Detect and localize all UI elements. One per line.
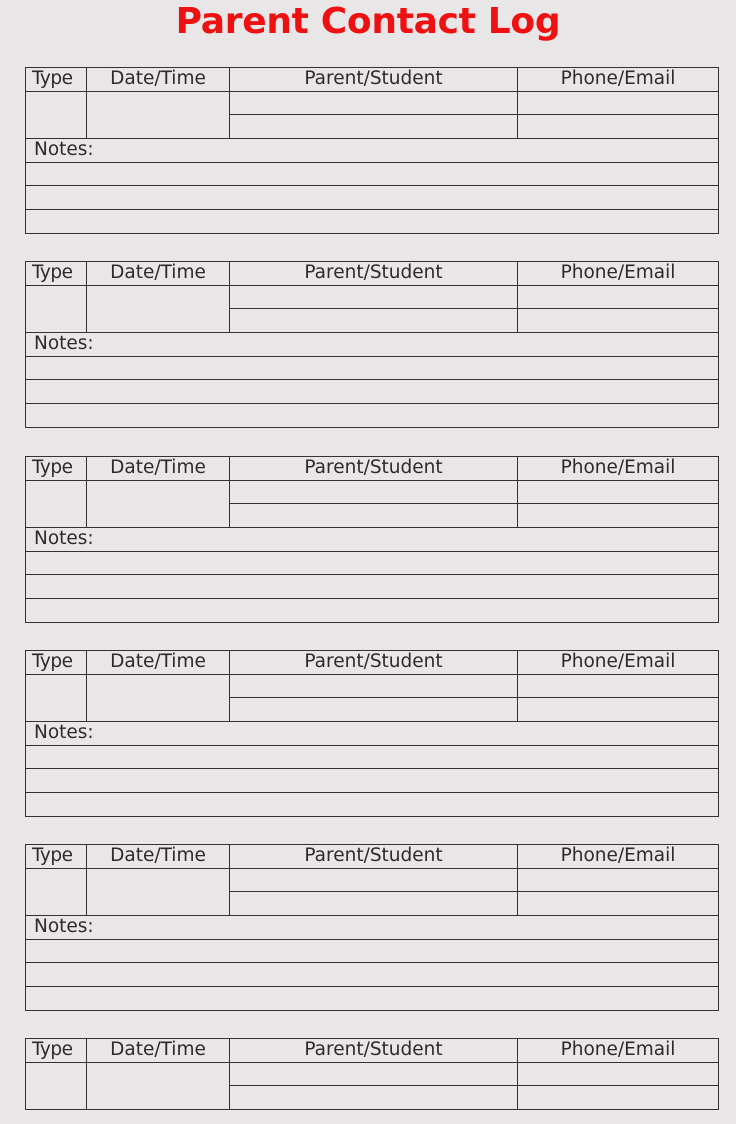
notes-label-row bbox=[26, 916, 719, 940]
type-field[interactable] bbox=[26, 868, 87, 915]
notes-line-row bbox=[26, 186, 719, 210]
notes-line[interactable] bbox=[26, 551, 719, 575]
type-field[interactable] bbox=[26, 91, 87, 138]
notes-line-row bbox=[26, 745, 719, 769]
parent-field[interactable] bbox=[230, 91, 518, 115]
notes-line-row bbox=[26, 793, 719, 817]
contact-entry bbox=[25, 1038, 718, 1110]
notes-label-row bbox=[26, 333, 719, 357]
parent-field[interactable] bbox=[230, 674, 518, 698]
notes-line[interactable] bbox=[26, 356, 719, 380]
notes-line[interactable] bbox=[26, 987, 719, 1011]
entry-row bbox=[26, 480, 719, 504]
phone-email-header: Phone/Email bbox=[518, 457, 719, 481]
entry-row bbox=[26, 868, 719, 892]
type-header: Type bbox=[26, 651, 87, 675]
notes-line-row bbox=[26, 769, 719, 793]
notes-line-row bbox=[26, 987, 719, 1011]
notes-label-row bbox=[26, 722, 719, 746]
parent-student-header: Parent/Student bbox=[230, 457, 518, 481]
email-field[interactable] bbox=[518, 892, 719, 916]
parent-field[interactable] bbox=[230, 1062, 518, 1086]
datetime-header: Date/Time bbox=[87, 68, 230, 92]
datetime-field[interactable] bbox=[87, 285, 230, 332]
datetime-field[interactable] bbox=[87, 91, 230, 138]
notes-line-row bbox=[26, 939, 719, 963]
entry-row bbox=[26, 674, 719, 698]
notes-line[interactable] bbox=[26, 745, 719, 769]
notes-label: Notes: bbox=[26, 528, 719, 552]
student-field[interactable] bbox=[230, 698, 518, 722]
phone-field[interactable] bbox=[518, 285, 719, 309]
phone-field[interactable] bbox=[518, 480, 719, 504]
header-row bbox=[26, 68, 719, 92]
contact-entry bbox=[25, 261, 718, 428]
phone-email-header: Phone/Email bbox=[518, 1039, 719, 1063]
type-header: Type bbox=[26, 1039, 87, 1063]
student-field[interactable] bbox=[230, 892, 518, 916]
phone-email-header: Phone/Email bbox=[518, 68, 719, 92]
parent-student-header: Parent/Student bbox=[230, 1039, 518, 1063]
datetime-field[interactable] bbox=[87, 1062, 230, 1109]
notes-line[interactable] bbox=[26, 575, 719, 599]
notes-line-row bbox=[26, 356, 719, 380]
contact-entry-table bbox=[25, 261, 719, 428]
student-field[interactable] bbox=[230, 115, 518, 139]
datetime-header: Date/Time bbox=[87, 845, 230, 869]
notes-line[interactable] bbox=[26, 210, 719, 234]
notes-line[interactable] bbox=[26, 769, 719, 793]
phone-email-header: Phone/Email bbox=[518, 262, 719, 286]
datetime-header: Date/Time bbox=[87, 262, 230, 286]
contact-entry bbox=[25, 844, 718, 1011]
datetime-field[interactable] bbox=[87, 674, 230, 721]
parent-student-header: Parent/Student bbox=[230, 262, 518, 286]
type-field[interactable] bbox=[26, 674, 87, 721]
contact-entry bbox=[25, 650, 718, 817]
type-header: Type bbox=[26, 845, 87, 869]
page-title: Parent Contact Log bbox=[175, 1, 561, 42]
student-field[interactable] bbox=[230, 309, 518, 333]
datetime-header: Date/Time bbox=[87, 651, 230, 675]
notes-label-row bbox=[26, 139, 719, 163]
contact-entry-table bbox=[25, 456, 719, 623]
parent-student-header: Parent/Student bbox=[230, 651, 518, 675]
contact-entry-table bbox=[25, 1038, 719, 1110]
notes-line-row bbox=[26, 963, 719, 987]
notes-line-row bbox=[26, 404, 719, 428]
notes-label: Notes: bbox=[26, 139, 719, 163]
notes-line-row bbox=[26, 599, 719, 623]
email-field[interactable] bbox=[518, 504, 719, 528]
type-field[interactable] bbox=[26, 480, 87, 527]
notes-label: Notes: bbox=[26, 333, 719, 357]
parent-field[interactable] bbox=[230, 868, 518, 892]
email-field[interactable] bbox=[518, 309, 719, 333]
datetime-header: Date/Time bbox=[87, 457, 230, 481]
notes-label: Notes: bbox=[26, 916, 719, 940]
contact-entry-table bbox=[25, 650, 719, 817]
student-field[interactable] bbox=[230, 1086, 518, 1110]
phone-field[interactable] bbox=[518, 91, 719, 115]
type-field[interactable] bbox=[26, 1062, 87, 1109]
notes-line[interactable] bbox=[26, 404, 719, 428]
notes-line-row bbox=[26, 575, 719, 599]
entry-row bbox=[26, 285, 719, 309]
student-field[interactable] bbox=[230, 504, 518, 528]
email-field[interactable] bbox=[518, 1086, 719, 1110]
datetime-field[interactable] bbox=[87, 480, 230, 527]
notes-line[interactable] bbox=[26, 380, 719, 404]
notes-line-row bbox=[26, 380, 719, 404]
parent-student-header: Parent/Student bbox=[230, 845, 518, 869]
parent-field[interactable] bbox=[230, 480, 518, 504]
phone-field[interactable] bbox=[518, 1062, 719, 1086]
notes-line[interactable] bbox=[26, 162, 719, 186]
contact-entry-table bbox=[25, 67, 719, 234]
parent-field[interactable] bbox=[230, 285, 518, 309]
type-header: Type bbox=[26, 262, 87, 286]
notes-line[interactable] bbox=[26, 793, 719, 817]
header-row bbox=[26, 457, 719, 481]
notes-line[interactable] bbox=[26, 186, 719, 210]
contact-entry bbox=[25, 456, 718, 623]
entry-row bbox=[26, 91, 719, 115]
notes-line-row bbox=[26, 551, 719, 575]
email-field[interactable] bbox=[518, 115, 719, 139]
header-row bbox=[26, 651, 719, 675]
phone-field[interactable] bbox=[518, 868, 719, 892]
phone-email-header: Phone/Email bbox=[518, 845, 719, 869]
phone-email-header: Phone/Email bbox=[518, 651, 719, 675]
phone-field[interactable] bbox=[518, 674, 719, 698]
header-row bbox=[26, 845, 719, 869]
notes-label: Notes: bbox=[26, 722, 719, 746]
notes-line-row bbox=[26, 210, 719, 234]
type-header: Type bbox=[26, 68, 87, 92]
contact-entry bbox=[25, 67, 718, 234]
header-row bbox=[26, 262, 719, 286]
datetime-field[interactable] bbox=[87, 868, 230, 915]
notes-line[interactable] bbox=[26, 599, 719, 623]
entry-row bbox=[26, 1062, 719, 1086]
email-field[interactable] bbox=[518, 698, 719, 722]
datetime-header: Date/Time bbox=[87, 1039, 230, 1063]
parent-student-header: Parent/Student bbox=[230, 68, 518, 92]
header-row bbox=[26, 1039, 719, 1063]
type-field[interactable] bbox=[26, 285, 87, 332]
notes-label-row bbox=[26, 528, 719, 552]
contact-entry-table bbox=[25, 844, 719, 1011]
notes-line[interactable] bbox=[26, 939, 719, 963]
notes-line-row bbox=[26, 162, 719, 186]
type-header: Type bbox=[26, 457, 87, 481]
notes-line[interactable] bbox=[26, 963, 719, 987]
